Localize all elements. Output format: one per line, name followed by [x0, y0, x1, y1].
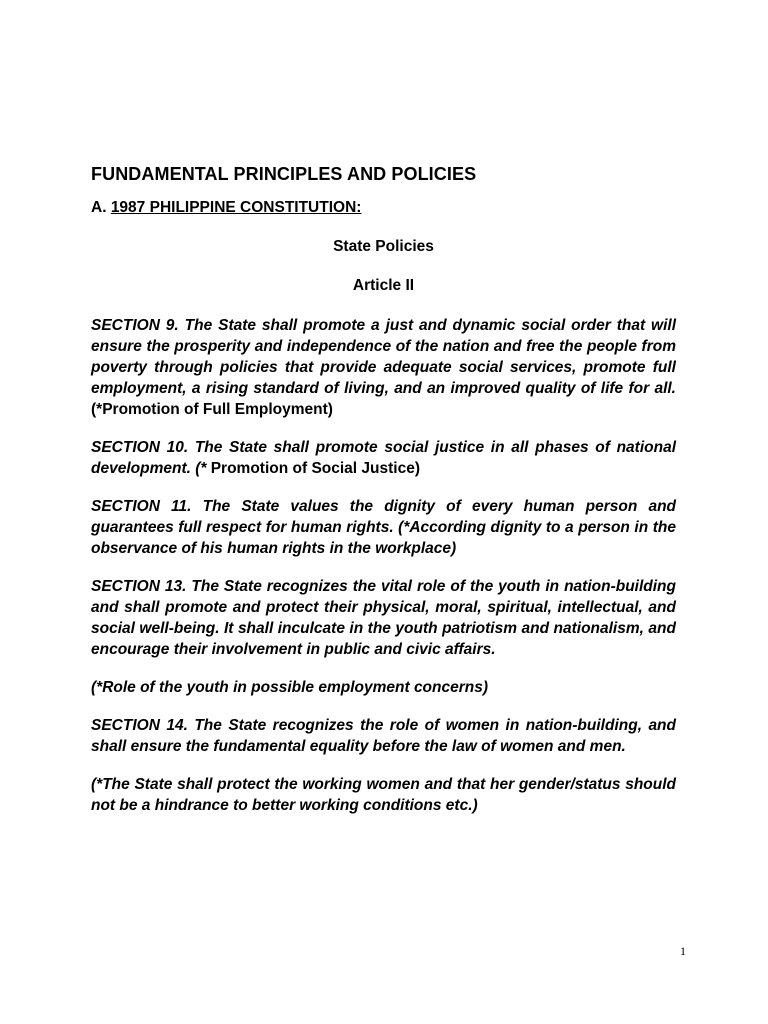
section-9-text: SECTION 9. The State shall promote a just and dynamic social order that will ensure the prosperity and independence of the nation and free the people from poverty through policies that provide adequate social services, promote full employment, a rising standard of living, and an improved quality of life for all.: [91, 317, 676, 397]
section-13-text: SECTION 13. The State recognizes the vital role of the youth in nation-building and shall promote and protect their physical, moral, spiritual, intellectual, and social well-being. It shall inculcate in the youth patriotism and nationalism, and encourage their involvement in public and civic affairs.: [91, 578, 676, 658]
youth-note-text: (*Role of the youth in possible employment concerns): [91, 679, 489, 696]
section-heading-a: [91, 198, 676, 218]
section-10-text: SECTION 10. The State shall promote social justice in all phases of national development. (*: [91, 439, 676, 477]
section-11-text: SECTION 11. The State values the dignity of every human person and guarantees full respect for human rights. (*According dignity to a person in the observance of his human rights in the workplace): [91, 498, 676, 557]
section-10-note: Promotion of Social Justice): [210, 460, 420, 477]
section-9-note: (*Promotion of Full Employment): [91, 401, 333, 418]
state-policies-heading: State Policies: [333, 238, 434, 255]
section-10-paragraph: [91, 437, 676, 479]
section-13-paragraph: [91, 576, 676, 660]
section-11-paragraph: [91, 496, 676, 559]
page-number: 1: [680, 944, 686, 958]
section-9-paragraph: [91, 315, 676, 420]
women-note-text: (*The State shall protect the working women and that her gender/status should not be a hindrance to better working conditions etc.): [91, 776, 676, 814]
youth-note-paragraph: [91, 677, 676, 698]
page-content: [91, 163, 676, 833]
section-a-prefix: A.: [91, 199, 107, 216]
section-14-text: SECTION 14. The State recognizes the role of women in nation-building, and shall ensure the fundamental equality before the law of women and men.: [91, 717, 676, 755]
section-a-name: 1987 PHILIPPINE CONSTITUTION:: [110, 199, 362, 216]
section-14-paragraph: [91, 715, 676, 757]
women-note-paragraph: [91, 774, 676, 816]
document-title: FUNDAMENTAL PRINCIPLES AND POLICIES: [91, 164, 477, 184]
article-heading: Article II: [352, 277, 415, 294]
